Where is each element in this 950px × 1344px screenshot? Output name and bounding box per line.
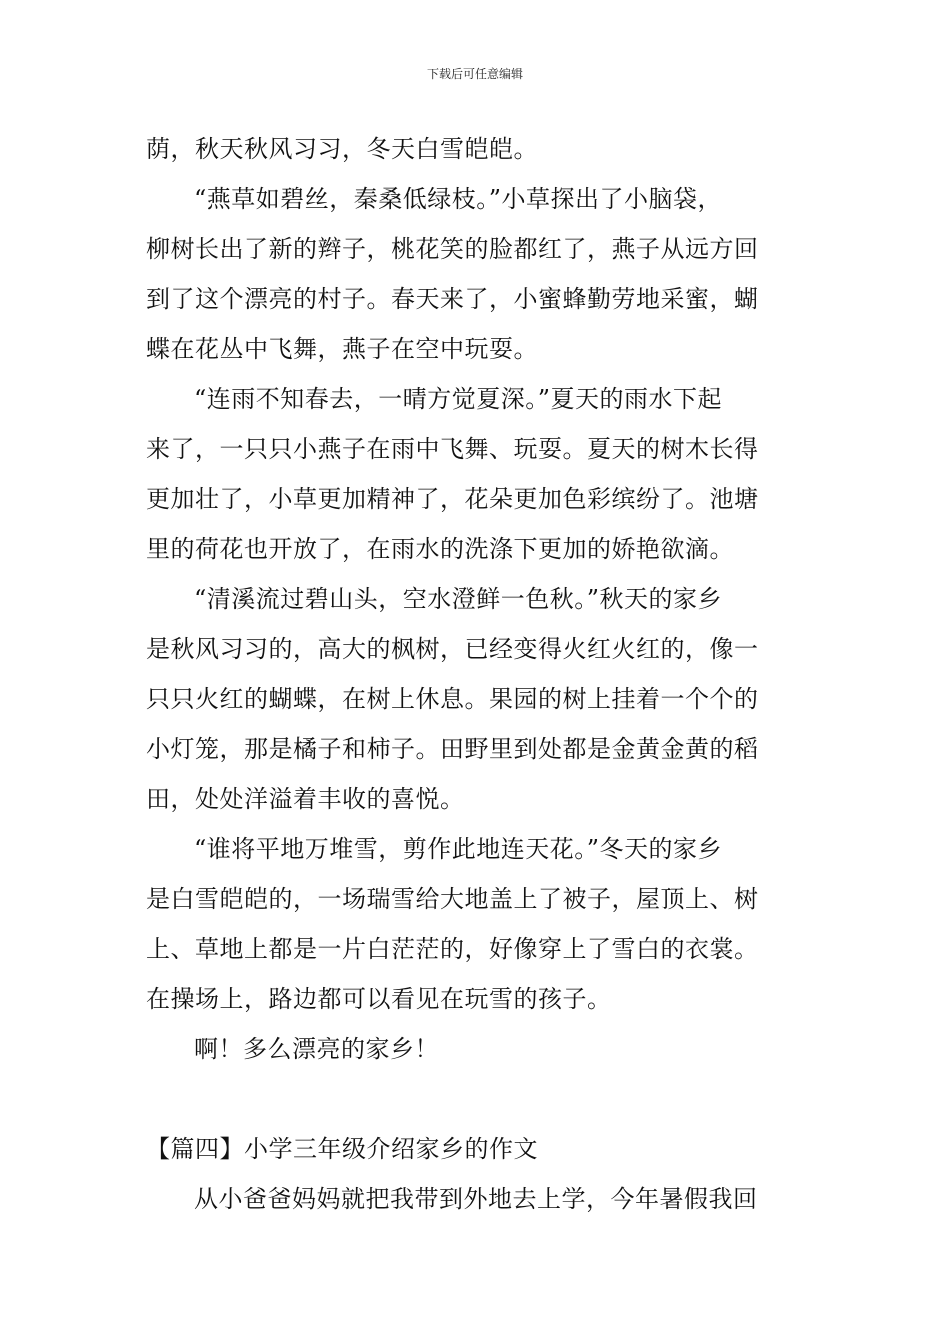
body-line: 上、草地上都是一片白茫茫的，好像穿上了雪白的衣裳。 (146, 935, 759, 963)
body-line: 来了，一只只小燕子在雨中飞舞、玩耍。夏天的树木长得 (146, 435, 759, 463)
body-line: “清溪流过碧山头，空水澄鲜一色秋。”秋天的家乡 (194, 585, 723, 613)
body-line: 到了这个漂亮的村子。春天来了，小蜜蜂勤劳地采蜜，蝴 (146, 285, 759, 313)
section-title: 【篇四】小学三年级介绍家乡的作文 (146, 1135, 538, 1163)
body-line: “连雨不知春去，一晴方觉夏深。”夏天的雨水下起 (194, 385, 723, 413)
body-line: 从小爸爸妈妈就把我带到外地去上学，今年暑假我回 (194, 1185, 758, 1213)
body-line: “燕草如碧丝，秦桑低绿枝。”小草探出了小脑袋， (194, 185, 723, 213)
body-line: 在操场上，路边都可以看见在玩雪的孩子。 (146, 985, 612, 1013)
body-line: 只只火红的蝴蝶，在树上休息。果园的树上挂着一个个的 (146, 685, 759, 713)
body-line: 里的荷花也开放了，在雨水的洗涤下更加的娇艳欲滴。 (146, 535, 734, 563)
body-line: 啊！多么漂亮的家乡！ (194, 1035, 439, 1063)
body-line: 是秋风习习的，高大的枫树，已经变得火红火红的，像一 (146, 635, 759, 663)
body-line: 田，处处洋溢着丰收的喜悦。 (146, 785, 465, 813)
body-line: “谁将平地万堆雪，剪作此地连天花。”冬天的家乡 (194, 835, 723, 863)
page-header: 下载后可任意编辑 (426, 67, 523, 81)
body-line: 柳树长出了新的辫子，桃花笑的脸都红了，燕子从远方回 (146, 235, 759, 263)
body-line: 小灯笼，那是橘子和柿子。田野里到处都是金黄金黄的稻 (146, 735, 759, 763)
body-line: 更加壮了，小草更加精神了，花朵更加色彩缤纷了。池塘 (146, 485, 759, 513)
body-line: 是白雪皑皑的，一场瑞雪给大地盖上了被子，屋顶上、树 (146, 885, 759, 913)
body-line: 蝶在花丛中飞舞，燕子在空中玩耍。 (146, 335, 538, 363)
body-line: 荫，秋天秋风习习，冬天白雪皑皑。 (146, 135, 538, 163)
